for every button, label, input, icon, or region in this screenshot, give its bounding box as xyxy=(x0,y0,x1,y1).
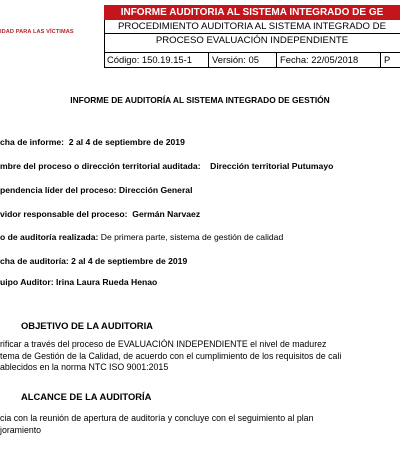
field-value: De primera parte, sistema de gestión de calidad xyxy=(100,232,284,242)
field-audit-type xyxy=(0,232,283,242)
version-cell: Versión: 05 xyxy=(208,53,276,67)
field-value: 2 al 4 de septiembre de 2019 xyxy=(71,256,188,266)
field-value: Dirección territorial Putumayo xyxy=(210,161,334,171)
paragraph-line: joramiento xyxy=(0,424,42,435)
page-cell: P xyxy=(380,53,400,67)
field-audit-team xyxy=(0,277,157,287)
section-scope-body xyxy=(0,413,400,436)
section-title: OBJETIVO DE LA AUDITORIA xyxy=(21,320,153,331)
paragraph-line: cia con la reunión de apertura de auditoría y concluye con el seguimiento al plan xyxy=(0,413,314,423)
field-value: Irina Laura Rueda Henao xyxy=(56,277,158,287)
logo-cell xyxy=(0,7,105,67)
field-label: mbre del proceso o dirección territorial auditada: xyxy=(0,161,201,171)
section-title: ALCANCE DE LA AUDITORÍA xyxy=(21,391,152,402)
field-lead-dependency xyxy=(0,185,192,195)
field-label: o de auditoría realizada: xyxy=(0,232,99,242)
field-process-name xyxy=(0,161,333,171)
field-audit-date xyxy=(0,256,187,266)
logo: IDAD PARA LAS VÍCTIMAS xyxy=(0,29,74,35)
header-meta-row xyxy=(104,52,400,68)
field-responsible xyxy=(0,209,200,219)
field-label: cha de informe: xyxy=(0,137,64,147)
paragraph-line: rificar a través del proceso de EVALUACIÓN INDEPENDIENTE el nivel de madurez xyxy=(0,339,327,349)
paragraph-line: tema de Gestión de la Calidad, de acuerdo con el cumplimiento de los requisitos de cali xyxy=(0,350,342,361)
report-title: INFORME DE AUDITORÍA AL SISTEMA INTEGRADO DE GESTIÓN xyxy=(70,95,330,105)
field-label: uipo Auditor: xyxy=(0,277,54,287)
procedure-name: PROCEDIMIENTO AUDITORIA AL SISTEMA INTEGRADO DE xyxy=(104,20,400,34)
header-title: INFORME AUDITORIA AL SISTEMA INTEGRADO DE GE xyxy=(104,5,400,20)
document-header xyxy=(0,0,400,66)
paragraph-line: ablecidos en la norma NTC ISO 9001:2015 xyxy=(0,362,169,372)
field-label: cha de auditoría: xyxy=(0,256,69,266)
process-name: PROCESO EVALUACIÓN INDEPENDIENTE xyxy=(155,35,349,46)
code-cell: Código: 150.19.15-1 xyxy=(107,54,192,65)
date-cell: Fecha: 22/05/2018 xyxy=(276,53,380,67)
field-label: pendencia líder del proceso: xyxy=(0,185,117,195)
section-objective-body xyxy=(0,339,400,374)
field-label: vidor responsable del proceso: xyxy=(0,209,128,219)
field-value: 2 al 4 de septiembre de 2019 xyxy=(68,137,185,147)
field-value: Dirección General xyxy=(118,185,193,195)
field-value: Germán Narvaez xyxy=(132,209,201,219)
field-report-date xyxy=(0,137,185,147)
